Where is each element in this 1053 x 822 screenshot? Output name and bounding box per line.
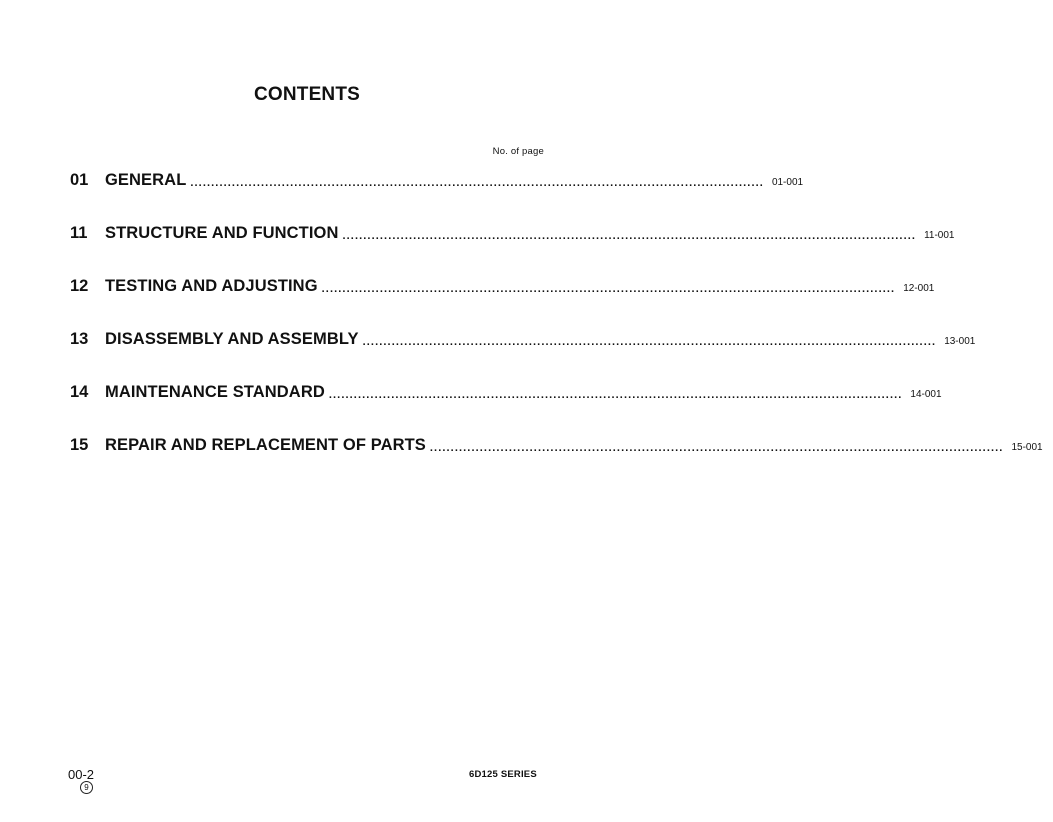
- toc-entry-page: 12-001: [903, 283, 935, 294]
- toc-entry-title: TESTING AND ADJUSTING: [105, 277, 318, 295]
- toc-entry-number: 14: [70, 383, 89, 401]
- toc-entry-number: 13: [70, 330, 89, 348]
- toc-entry[interactable]: [70, 154, 804, 207]
- toc-entry[interactable]: [70, 260, 935, 313]
- toc-entry-page: 15-001: [1011, 442, 1043, 453]
- footer-page-number: 00-2: [68, 767, 95, 782]
- toc-entry-number: 15: [70, 436, 89, 454]
- dot-leader: ..........................................................................................................................................: [342, 229, 917, 242]
- toc-entry-title: DISASSEMBLY AND ASSEMBLY: [105, 330, 359, 348]
- toc-entry-page: 13-001: [944, 336, 976, 347]
- toc-entry[interactable]: [70, 366, 942, 419]
- toc-entry-page: 14-001: [910, 389, 942, 400]
- dot-leader: ..........................................................................................................................................: [328, 388, 903, 401]
- toc-entry-number: 11: [70, 224, 88, 242]
- toc-entry-title: GENERAL: [105, 171, 187, 189]
- toc-entry-page: 11-001: [924, 230, 955, 241]
- toc-entry[interactable]: [70, 313, 976, 366]
- toc-entry[interactable]: [70, 419, 1043, 472]
- toc-entry-number: 01: [70, 171, 89, 189]
- page-title: CONTENTS: [253, 84, 361, 105]
- toc-entry-page: 01-001: [771, 177, 804, 188]
- dot-leader: ..........................................................................................................................................: [321, 282, 896, 295]
- toc-entry-title: REPAIR AND REPLACEMENT OF PARTS: [105, 436, 426, 454]
- column-header: No. of page: [492, 146, 544, 157]
- dot-leader: ..........................................................................................................................................: [190, 176, 764, 189]
- toc-entry-number: 12: [70, 277, 89, 295]
- toc-entry-title: MAINTENANCE STANDARD: [105, 383, 325, 401]
- dot-leader: ..........................................................................................................................................: [362, 335, 937, 348]
- toc-entry-title: STRUCTURE AND FUNCTION: [105, 224, 339, 242]
- revision-badge: 9: [80, 781, 93, 794]
- toc-entry[interactable]: [70, 207, 955, 260]
- dot-leader: ..........................................................................................................................................: [429, 441, 1004, 454]
- footer-series: 6D125 SERIES: [469, 769, 537, 780]
- table-of-contents: [70, 154, 1043, 472]
